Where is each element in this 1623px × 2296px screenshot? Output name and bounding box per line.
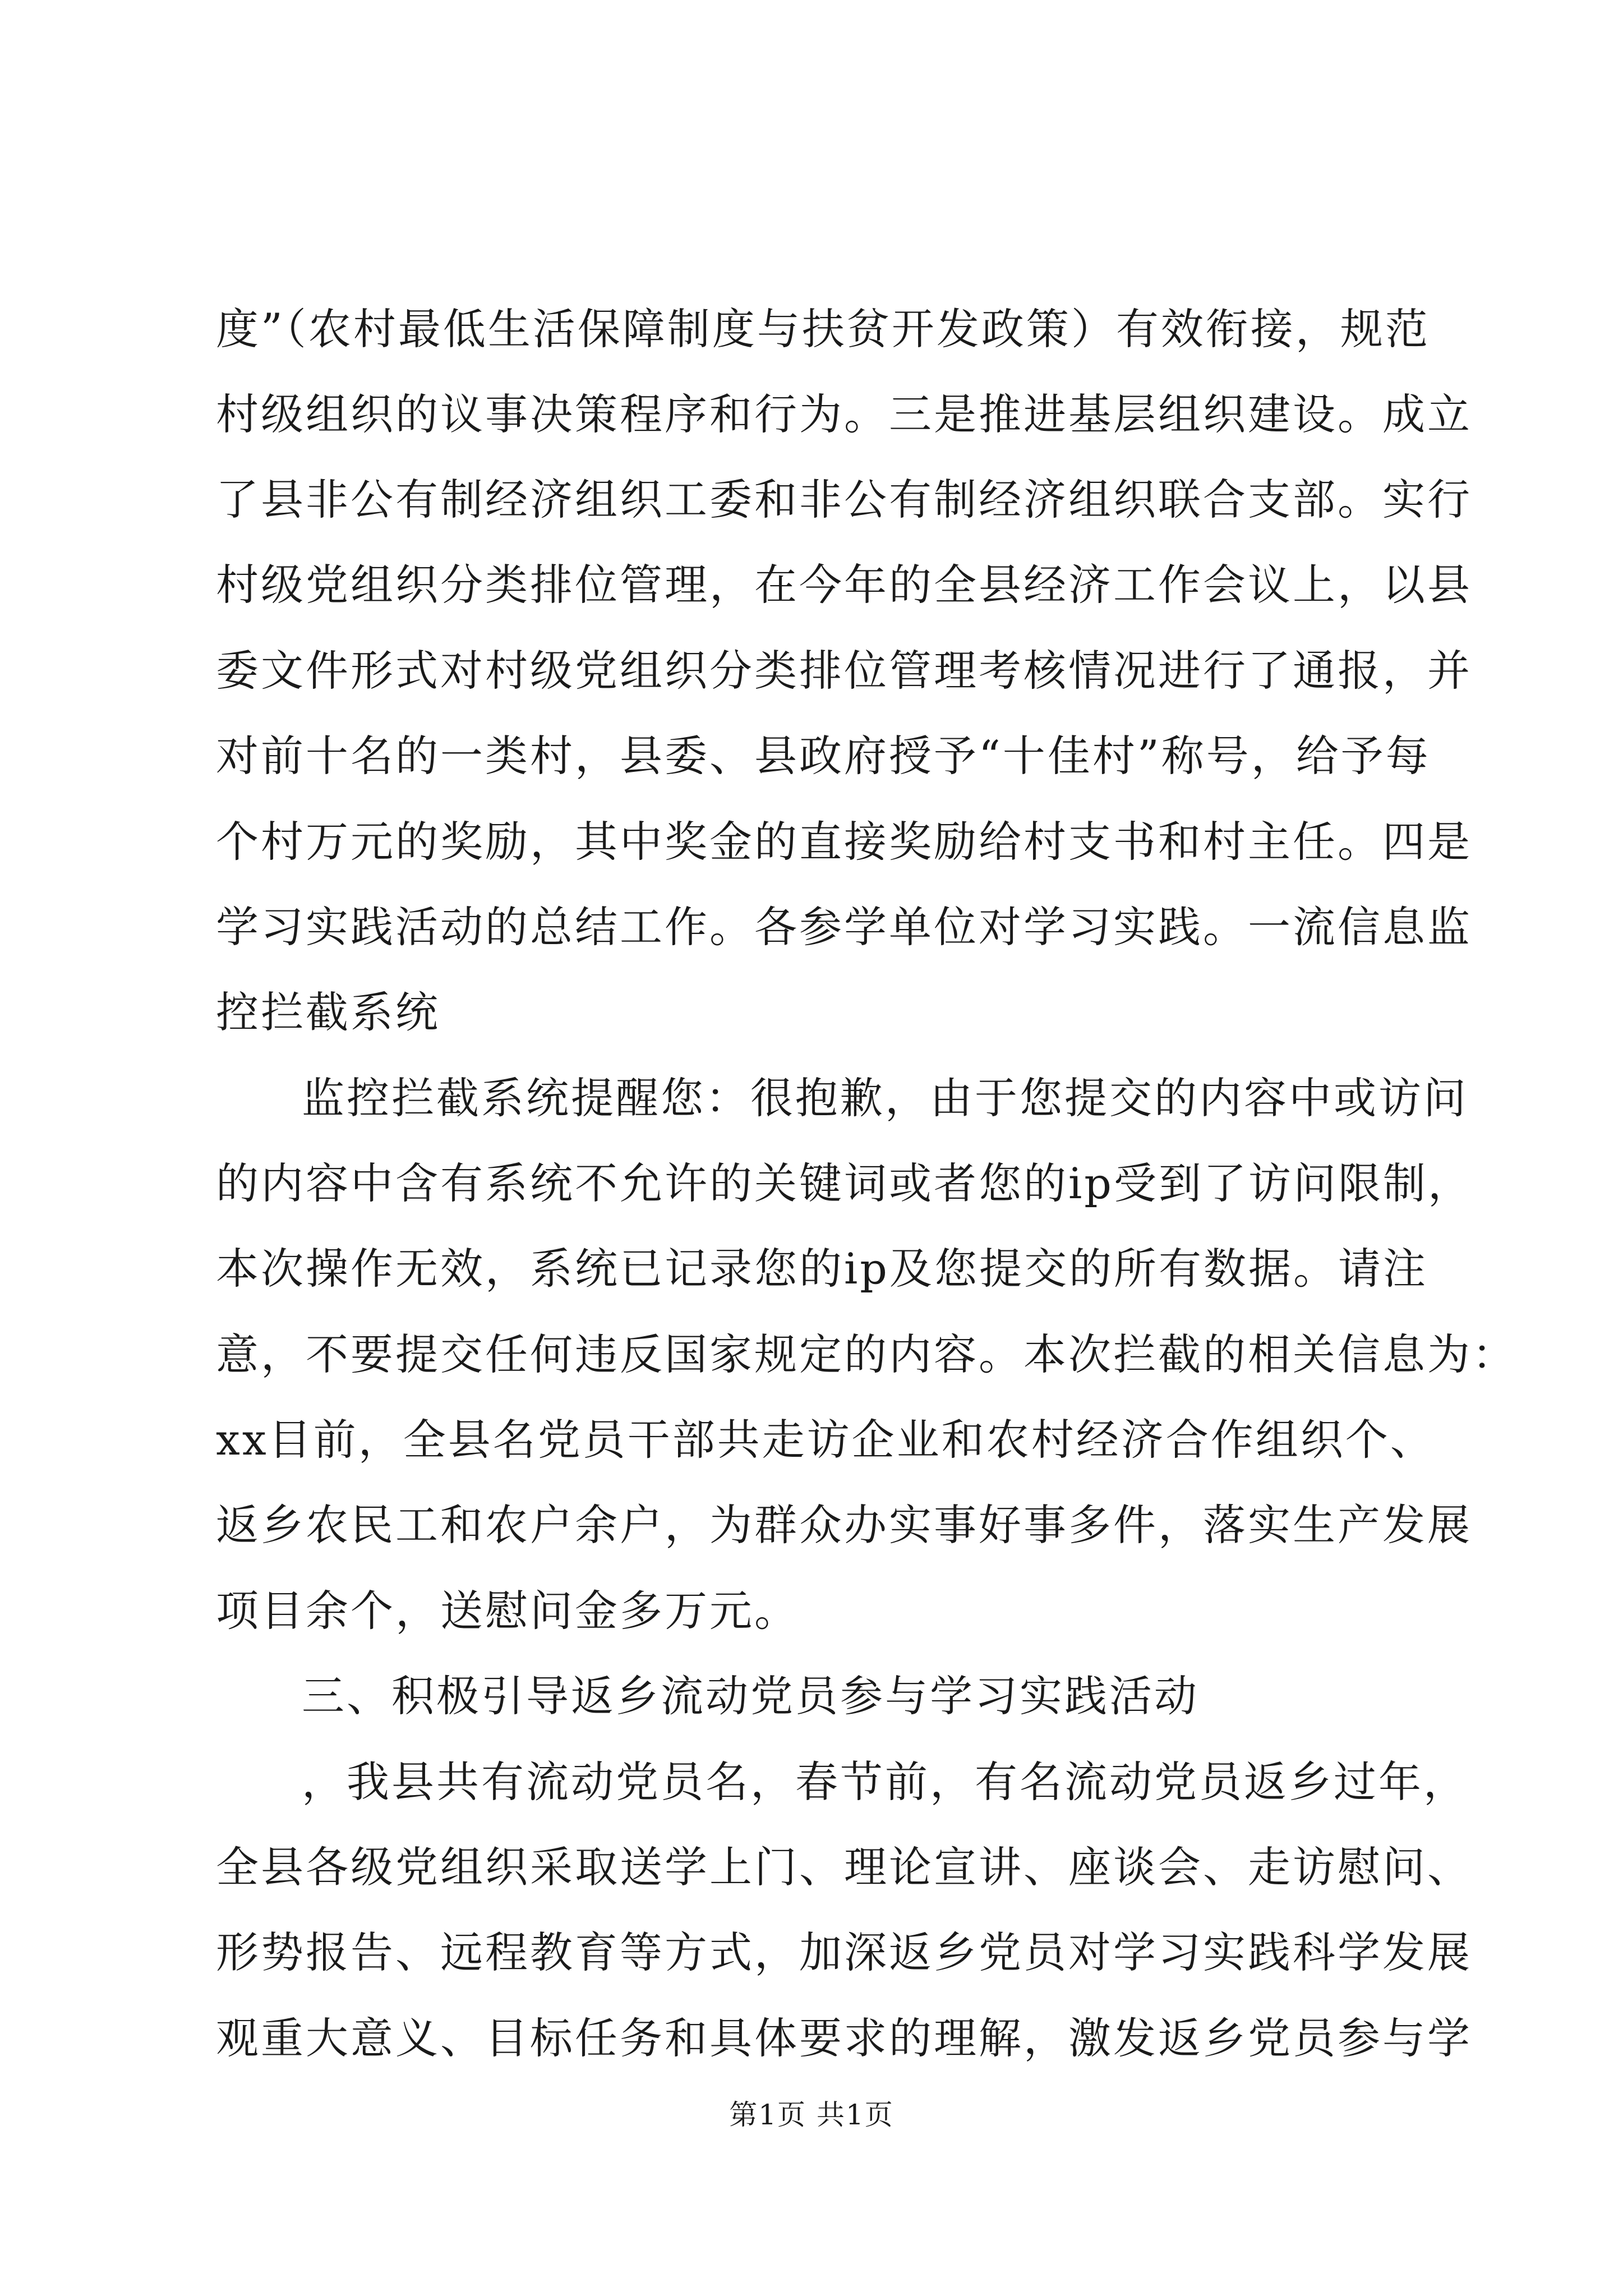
body-line: 委文件形式对村级党组织分类排位管理考核情况进行了通报，并 xyxy=(216,646,1472,696)
body-line: 全县各级党组织采取送学上门、理论宣讲、座谈会、走访慰问、 xyxy=(216,1842,1472,1892)
body-line: 学习实践活动的总结工作。各参学单位对学习实践。一流信息监 xyxy=(216,902,1472,952)
page-number-label: 第1页 共1页 xyxy=(729,2099,894,2131)
body-line: 了县非公有制经济组织工委和非公有制经济组织联合支部。实行 xyxy=(216,475,1472,524)
body-line: ，我县共有流动党员名，春节前，有名流动党员返乡过年， xyxy=(302,1757,1468,1807)
body-line: 监控拦截系统提醒您：很抱歉，由于您提交的内容中或访问 xyxy=(302,1073,1468,1123)
body-line: 对前十名的一类村，县委、县政府授予“十佳村”称号，给予每 xyxy=(216,731,1431,781)
body-line: 的内容中含有系统不允许的关键词或者您的ip受到了访问限制， xyxy=(216,1158,1473,1208)
body-line: 个村万元的奖励，其中奖金的直接奖励给村支书和村主任。四是 xyxy=(216,817,1472,867)
body-line: 观重大意义、目标任务和具体要求的理解，激发返乡党员参与学 xyxy=(216,2013,1472,2063)
body-line: 本次操作无效，系统已记录您的ip及您提交的所有数据。请注 xyxy=(216,1244,1428,1294)
body-line: 形势报告、远程教育等方式，加深返乡党员对学习实践科学发展 xyxy=(216,1927,1472,1977)
body-line: xx目前，全县名党员干部共走访企业和农村经济合作组织个、 xyxy=(216,1415,1435,1465)
section-heading: 三、积极引导返乡流动党员参与学习实践活动 xyxy=(302,1671,1199,1721)
body-line: 项目余个，送慰问金多万元。 xyxy=(216,1586,799,1636)
body-line: 村级党组织分类排位管理，在今年的全县经济工作会议上，以县 xyxy=(216,560,1472,610)
body-line: 返乡农民工和农户余户，为群众办实事好事多件，落实生产发展 xyxy=(216,1500,1472,1550)
page-footer xyxy=(0,2095,1623,2134)
body-line: 控拦截系统 xyxy=(216,987,440,1037)
body-line: 意，不要提交任何违反国家规定的内容。本次拦截的相关信息为： xyxy=(216,1329,1517,1379)
body-line: 村级组织的议事决策程序和行为。三是推进基层组织建设。成立 xyxy=(216,389,1472,439)
body-line: 度”（农村最低生活保障制度与扶贫开发政策）有效衔接，规范 xyxy=(216,304,1430,354)
